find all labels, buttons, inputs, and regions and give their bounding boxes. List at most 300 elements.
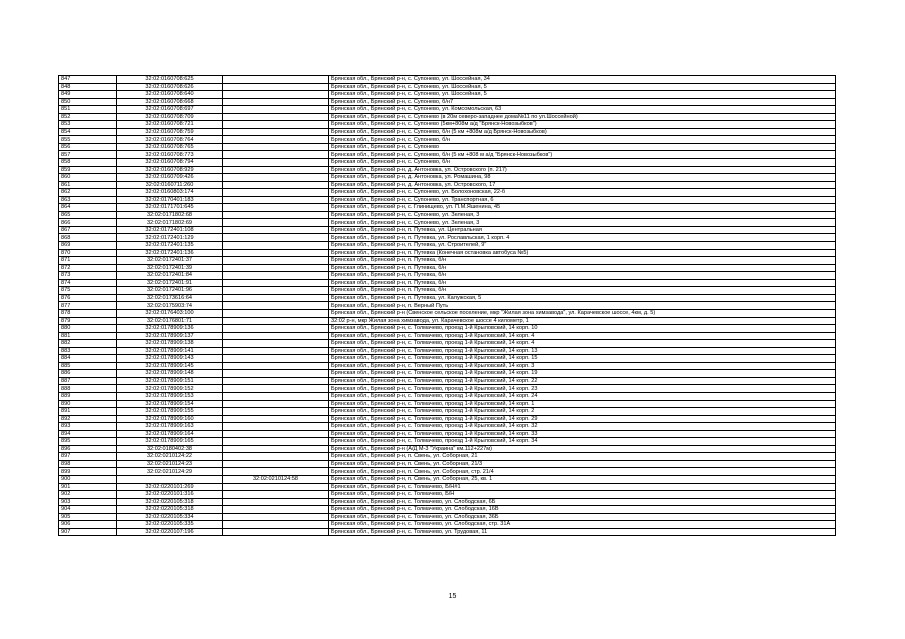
row-number-cell: 847 (59, 76, 117, 84)
cadastral-number-cell: 32:02:0178909:137 (117, 332, 223, 340)
cadastral-number-extra-cell (223, 257, 329, 265)
table-row (59, 309, 836, 317)
address-cell: Брянская обл., Брянский р-н, с. Супонево (329, 143, 836, 151)
address-cell: Брянская обл., Брянский р-н, с. Супонево, ул. Транспортная, 6 (329, 196, 836, 204)
address-cell: Брянская обл., Брянский р-н, п. Свень, ул. Соборная, 25, кв. 1 (329, 475, 836, 483)
cadastral-number-extra-cell (223, 249, 329, 257)
row-number-cell: 892 (59, 415, 117, 423)
table-row (59, 166, 836, 174)
cadastral-number-extra-cell (223, 294, 329, 302)
cadastral-number-extra-cell (223, 219, 329, 227)
cadastral-number-extra-cell (223, 498, 329, 506)
address-cell: Брянская обл., Брянский р-н, с. Супонево, б/н (329, 159, 836, 167)
cadastral-number-extra-cell (223, 468, 329, 476)
address-cell: Брянская обл., Брянский р-н, п. Свень, ул. Соборная, стр. 21/4 (329, 468, 836, 476)
table-row (59, 287, 836, 295)
cadastral-number-cell: 32:02:0160708:640 (117, 91, 223, 99)
cadastral-number-extra-cell (223, 106, 329, 114)
row-number-cell: 894 (59, 430, 117, 438)
address-cell: Брянская обл., Брянский р-н, с. Толмачево, ул. Слободская, 6Б (329, 498, 836, 506)
cadastral-number-extra-cell (223, 377, 329, 385)
address-cell: Брянская обл., Брянский р-н, с. Супонево, ул. Зеленая, 3 (329, 219, 836, 227)
address-cell: Брянская обл., Брянский р-н, с. Толмачево, ул. Слободская, 16В (329, 506, 836, 514)
row-number-cell: 899 (59, 468, 117, 476)
table-row (59, 362, 836, 370)
table-row (59, 370, 836, 378)
address-cell: Брянская обл., Брянский р-н, с. Толмачево, проезд 1-й Крыловский, 14 корп. 23 (329, 385, 836, 393)
address-cell: Брянская обл., Брянский р-н, с. Толмачево, проезд 1-й Крыловский, 14 корп. 10 (329, 325, 836, 333)
cadastral-number-cell: 32:02:0160708:929 (117, 166, 223, 174)
row-number-cell: 869 (59, 242, 117, 250)
table-row (59, 438, 836, 446)
address-cell: Брянская обл., Брянский р-н, п. Свень, ул. Соборная, 21 (329, 453, 836, 461)
table-row (59, 106, 836, 114)
table-row (59, 385, 836, 393)
cadastral-number-cell: 32:02:0160708:626 (117, 83, 223, 91)
address-cell: Брянская обл., Брянский р-н, с. Толмачево, ул. Слободская, 36Б (329, 513, 836, 521)
cadastral-number-cell: 32:02:0178909:153 (117, 392, 223, 400)
cadastral-number-cell: 32:02:0160708:794 (117, 159, 223, 167)
row-number-cell: 887 (59, 377, 117, 385)
cadastral-number-cell: 32:02:0160708:625 (117, 76, 223, 84)
row-number-cell: 885 (59, 362, 117, 370)
cadastral-number-cell: 32:02:0210124:22 (117, 453, 223, 461)
cadastral-number-extra-cell (223, 121, 329, 129)
table-row (59, 279, 836, 287)
cadastral-number-cell: 32:02:0176801:71 (117, 317, 223, 325)
cadastral-number-extra-cell (223, 423, 329, 431)
address-cell: Брянская обл., Брянский р-н, п. Путевка, ул. Строителей, 9" (329, 242, 836, 250)
cadastral-number-cell: 32:02:0220105:318 (117, 498, 223, 506)
address-cell: Брянская обл., Брянский р-н, с. Толмачево, Б/Н#1 (329, 483, 836, 491)
table-row (59, 257, 836, 265)
row-number-cell: 856 (59, 143, 117, 151)
row-number-cell: 903 (59, 498, 117, 506)
address-cell: 32:02 р-н, мкр Жилая зона химзавода, ул. Карачевское шоссе 4 километр, 1 (329, 317, 836, 325)
table-row (59, 415, 836, 423)
cadastral-number-extra-cell (223, 317, 329, 325)
address-cell: Брянская обл., Брянский р-н, п. Путевка, б/н (329, 257, 836, 265)
address-cell: Брянская обл., Брянский р-н, с. Толмачево, проезд 1-й Крыловский, 14 корп. 1 (329, 400, 836, 408)
cadastral-number-extra-cell (223, 302, 329, 310)
address-cell: Брянская обл., Брянский р-н, с. Толмачево, проезд 1-й Крыловский, 14 корп. 33 (329, 430, 836, 438)
row-number-cell: 851 (59, 106, 117, 114)
cadastral-number-extra-cell (223, 189, 329, 197)
row-number-cell: 874 (59, 279, 117, 287)
address-cell: Брянская обл., Брянский р-н, с. Толмачево, проезд 1-й Крыловский, 14 корп. 29 (329, 415, 836, 423)
cadastral-number-extra-cell (223, 174, 329, 182)
cadastral-number-cell: 32:02:0172401:108 (117, 226, 223, 234)
cadastral-number-extra-cell (223, 234, 329, 242)
table-row (59, 234, 836, 242)
address-cell: Брянская обл., Брянский р-н, с. Толмачево, проезд 1-й Крыловский, 14 корп. 2 (329, 408, 836, 416)
address-cell: Брянская обл., Брянский р-н, п. Путевка, ул. Центральная (329, 226, 836, 234)
address-cell: Брянская обл., Брянский р-н, с. Супонево, б/н (5 км +808 м а/д "Брянск-Новозыбков") (329, 151, 836, 159)
row-number-cell: 850 (59, 98, 117, 106)
row-number-cell: 853 (59, 121, 117, 129)
address-cell: Брянская обл., Брянский р-н, с. Толмачево, проезд 1-й Крыловский, 14 корп. 22 (329, 377, 836, 385)
cadastral-number-extra-cell (223, 196, 329, 204)
address-cell: Брянская обл., Брянский р-н (А/Д М-3 "Украина" км.112+227м) (329, 445, 836, 453)
cadastral-number-extra-cell (223, 136, 329, 144)
cadastral-number-extra-cell (223, 226, 329, 234)
table-row (59, 513, 836, 521)
row-number-cell: 880 (59, 325, 117, 333)
cadastral-number-extra-cell (223, 166, 329, 174)
address-cell: Брянская обл., Брянский р-н, с. Толмачево, проезд 1-й Крыловский, 14 корп. 15 (329, 355, 836, 363)
cadastral-number-cell: 32:02:0160708:668 (117, 98, 223, 106)
row-number-cell: 900 (59, 475, 117, 483)
cadastral-number-cell: 32:02:0220101:269 (117, 483, 223, 491)
table-row (59, 136, 836, 144)
cadastral-number-cell: 32:02:0210124:23 (117, 460, 223, 468)
cadastral-number-extra-cell (223, 400, 329, 408)
table-row (59, 91, 836, 99)
table-row (59, 294, 836, 302)
table-row (59, 121, 836, 129)
row-number-cell: 852 (59, 113, 117, 121)
cadastral-number-extra-cell (223, 506, 329, 514)
cadastral-number-cell: 32:02:0172401:91 (117, 279, 223, 287)
cadastral-number-cell: 32:02:0160708:773 (117, 151, 223, 159)
table-row (59, 159, 836, 167)
cadastral-number-extra-cell (223, 181, 329, 189)
row-number-cell: 873 (59, 272, 117, 280)
row-number-cell: 868 (59, 234, 117, 242)
row-number-cell: 864 (59, 204, 117, 212)
table-row (59, 226, 836, 234)
cadastral-number-extra-cell (223, 355, 329, 363)
row-number-cell: 855 (59, 136, 117, 144)
table-row (59, 491, 836, 499)
table-row (59, 242, 836, 250)
cadastral-number-extra-cell (223, 159, 329, 167)
table-row (59, 460, 836, 468)
table-row (59, 83, 836, 91)
cadastral-number-extra-cell (223, 83, 329, 91)
address-cell: Брянская обл., Брянский р-н, с. Толмачево, проезд 1-й Крыловский, 14 корп. 32 (329, 423, 836, 431)
cadastral-number-extra-cell (223, 362, 329, 370)
cadastral-number-cell: 32:02:0160708:759 (117, 128, 223, 136)
row-number-cell: 902 (59, 491, 117, 499)
cadastral-number-extra-cell (223, 143, 329, 151)
cadastral-number-cell: 32:02:0220105:335 (117, 521, 223, 529)
cadastral-number-extra-cell (223, 204, 329, 212)
table-row (59, 521, 836, 529)
table-row (59, 483, 836, 491)
table-row (59, 204, 836, 212)
cadastral-number-cell: 32:02:0160803:174 (117, 189, 223, 197)
cadastral-number-extra-cell (223, 76, 329, 84)
cadastral-number-cell: 32:02:0178909:136 (117, 325, 223, 333)
cadastral-number-cell: 32:02:0160709:426 (117, 174, 223, 182)
address-cell: Брянская обл., Брянский р-н, с. Толмачево, проезд 1-й Крыловский, 14 корп. 4 (329, 340, 836, 348)
cadastral-number-cell (117, 475, 223, 483)
address-cell: Брянская обл., Брянский р-н, п. Путевка, б/н (329, 264, 836, 272)
cadastral-number-cell: 32:02:0173616:64 (117, 294, 223, 302)
table-row (59, 174, 836, 182)
cadastral-number-extra-cell (223, 453, 329, 461)
address-cell: Брянская обл., Брянский р-н, п. Верный Путь (329, 302, 836, 310)
address-cell: Брянская обл., Брянский р-н, д. Антоновка, ул. Ромашина, 98 (329, 174, 836, 182)
address-cell: Брянская обл., Брянский р-н, п. Путевка, б/н (329, 279, 836, 287)
address-cell: Брянская обл., Брянский р-н, с. Супонево, ул. Зеленая, 3 (329, 211, 836, 219)
cadastral-number-cell: 32:02:0172401:96 (117, 287, 223, 295)
registry-table (58, 75, 836, 536)
row-number-cell: 905 (59, 513, 117, 521)
row-number-cell: 904 (59, 506, 117, 514)
cadastral-number-extra-cell (223, 128, 329, 136)
cadastral-number-extra-cell (223, 370, 329, 378)
cadastral-number-extra-cell (223, 325, 329, 333)
cadastral-number-cell: 32:02:0178909:148 (117, 370, 223, 378)
cadastral-number-extra-cell (223, 113, 329, 121)
address-cell: Брянская обл., Брянский р-н, с. Супонево (в 20м северо-западнее дома№11 по ул.Шоссейной) (329, 113, 836, 121)
row-number-cell: 890 (59, 400, 117, 408)
cadastral-number-cell: 32:02:0220107:196 (117, 528, 223, 536)
address-cell: Брянская обл., Брянский р-н, с. Супонево, ул. Комсомольская, 63 (329, 106, 836, 114)
table-row (59, 392, 836, 400)
row-number-cell: 867 (59, 226, 117, 234)
cadastral-number-cell: 32:02:0172401:39 (117, 264, 223, 272)
address-cell: Брянская обл., Брянский р-н, с. Толмачево, проезд 1-й Крыловский, 14 корп. 13 (329, 347, 836, 355)
row-number-cell: 859 (59, 166, 117, 174)
row-number-cell: 865 (59, 211, 117, 219)
cadastral-number-cell: 32:02:0220101:316 (117, 491, 223, 499)
cadastral-number-cell: 32:02:0178909:165 (117, 438, 223, 446)
table-row (59, 377, 836, 385)
row-number-cell: 895 (59, 438, 117, 446)
address-cell: Брянская обл., Брянский р-н, с. Супонево, б/н (329, 136, 836, 144)
table-row (59, 355, 836, 363)
address-cell: Брянская обл., Брянский р-н, с. Толмачево, ул. Трудовая, 11 (329, 528, 836, 536)
cadastral-number-extra-cell (223, 340, 329, 348)
cadastral-number-cell: 32:02:0175903:74 (117, 302, 223, 310)
address-cell: Брянская обл., Брянский р-н, с. Толмачево, проезд 1-й Крыловский, 14 корп. 3 (329, 362, 836, 370)
address-cell: Брянская обл., Брянский р-н, с. Супонево, ул. Шоссейная, 34 (329, 76, 836, 84)
row-number-cell: 871 (59, 257, 117, 265)
address-cell: Брянская обл., Брянский р-н, с. Супонево, ул. Шоссейная, 5 (329, 83, 836, 91)
cadastral-number-cell: 32:02:0172401:135 (117, 242, 223, 250)
cadastral-number-extra-cell (223, 513, 329, 521)
cadastral-number-cell: 32:02:0178909:152 (117, 385, 223, 393)
cadastral-number-cell: 32:02:0160708:764 (117, 136, 223, 144)
cadastral-number-cell: 32:02:0178909:154 (117, 400, 223, 408)
table-row (59, 347, 836, 355)
address-cell: Брянская обл., Брянский р-н, п. Путевка, б/н (329, 272, 836, 280)
cadastral-number-cell: 32:02:0171802:69 (117, 219, 223, 227)
table-row (59, 528, 836, 536)
table-row (59, 76, 836, 84)
table-row (59, 181, 836, 189)
cadastral-number-extra-cell (223, 438, 329, 446)
cadastral-number-extra-cell (223, 415, 329, 423)
cadastral-number-extra-cell (223, 151, 329, 159)
cadastral-number-cell: 32:02:0180402:38 (117, 445, 223, 453)
address-cell: Брянская обл., Брянский р-н, с. Глинищево, ул. П.М.Яшенина, 45 (329, 204, 836, 212)
table-row (59, 332, 836, 340)
address-cell: Брянская обл., Брянский р-н, с. Толмачево, проезд 1-й Крыловский, 14 корп. 4 (329, 332, 836, 340)
row-number-cell: 862 (59, 189, 117, 197)
row-number-cell: 884 (59, 355, 117, 363)
table-row (59, 475, 836, 483)
cadastral-number-cell: 32:02:0171802:68 (117, 211, 223, 219)
row-number-cell: 881 (59, 332, 117, 340)
cadastral-number-extra-cell (223, 491, 329, 499)
table-row (59, 498, 836, 506)
address-cell: Брянская обл., Брянский р-н, д. Антоновка, ул. Островского (п. 217) (329, 166, 836, 174)
table-row (59, 264, 836, 272)
row-number-cell: 883 (59, 347, 117, 355)
row-number-cell: 893 (59, 423, 117, 431)
cadastral-number-extra-cell (223, 332, 329, 340)
row-number-cell: 849 (59, 91, 117, 99)
cadastral-number-cell: 32:02:0178909:138 (117, 340, 223, 348)
cadastral-number-extra-cell (223, 347, 329, 355)
row-number-cell: 906 (59, 521, 117, 529)
cadastral-number-extra-cell (223, 483, 329, 491)
cadastral-number-cell: 32:02:0160711:260 (117, 181, 223, 189)
table-row (59, 423, 836, 431)
cadastral-number-extra-cell (223, 91, 329, 99)
cadastral-number-extra-cell (223, 279, 329, 287)
cadastral-number-extra-cell: 32:02:0210124:58 (223, 475, 329, 483)
row-number-cell: 897 (59, 453, 117, 461)
address-cell: Брянская обл., Брянский р-н (Свенское сельское поселение, мкр "Жилая зона химзавода", ул. Карачевское шоссе, 4км, д. 5) (329, 309, 836, 317)
address-cell: Брянская обл., Брянский р-н, с. Супонево, б/н (5 км +808м а/д Брянск-Новозыбков) (329, 128, 836, 136)
table-row (59, 317, 836, 325)
cadastral-number-extra-cell (223, 445, 329, 453)
address-cell: Брянская обл., Брянский р-н, п. Путевка, ул. Калужская, 5 (329, 294, 836, 302)
cadastral-number-cell: 32:02:0210124:29 (117, 468, 223, 476)
row-number-cell: 857 (59, 151, 117, 159)
table-row (59, 453, 836, 461)
cadastral-number-extra-cell (223, 430, 329, 438)
registry-table-body (59, 76, 836, 536)
table-row (59, 430, 836, 438)
row-number-cell: 886 (59, 370, 117, 378)
cadastral-number-extra-cell (223, 264, 329, 272)
cadastral-number-extra-cell (223, 521, 329, 529)
cadastral-number-cell: 32:02:0220105:334 (117, 513, 223, 521)
address-cell: Брянская обл., Брянский р-н, с. Толмачево, Б/Н (329, 491, 836, 499)
row-number-cell: 877 (59, 302, 117, 310)
address-cell: Брянская обл., Брянский р-н, с. Толмачево, ул. Слободская, стр. 31А (329, 521, 836, 529)
table-row (59, 143, 836, 151)
row-number-cell: 858 (59, 159, 117, 167)
address-cell: Брянская обл., Брянский р-н, с. Супонево (5км+808м а/д "Брянск-Новозыбков") (329, 121, 836, 129)
cadastral-number-extra-cell (223, 98, 329, 106)
cadastral-number-cell: 32:02:0160708:709 (117, 113, 223, 121)
row-number-cell: 882 (59, 340, 117, 348)
address-cell: Брянская обл., Брянский р-н, с. Толмачево, проезд 1-й Крыловский, 14 корп. 34 (329, 438, 836, 446)
cadastral-number-extra-cell (223, 242, 329, 250)
table-row (59, 211, 836, 219)
cadastral-number-cell: 32:02:0160708:697 (117, 106, 223, 114)
cadastral-number-cell: 32:02:0160708:721 (117, 121, 223, 129)
row-number-cell: 866 (59, 219, 117, 227)
page-number: 15 (448, 593, 457, 600)
cadastral-number-cell: 32:02:0178909:143 (117, 355, 223, 363)
address-cell: Брянская обл., Брянский р-н, п. Путевка (Конечная остановка автобуса №5) (329, 249, 836, 257)
row-number-cell: 896 (59, 445, 117, 453)
address-cell: Брянская обл., Брянский р-н, с. Супонево, б/н7 (329, 98, 836, 106)
table-row (59, 325, 836, 333)
cadastral-number-cell: 32:02:0172401:136 (117, 249, 223, 257)
cadastral-number-cell: 32:02:0171701:645 (117, 204, 223, 212)
cadastral-number-extra-cell (223, 309, 329, 317)
table-row (59, 98, 836, 106)
table-row (59, 408, 836, 416)
row-number-cell: 872 (59, 264, 117, 272)
row-number-cell: 876 (59, 294, 117, 302)
cadastral-number-extra-cell (223, 528, 329, 536)
cadastral-number-cell: 32:02:0176403:100 (117, 309, 223, 317)
table-row (59, 128, 836, 136)
table-row (59, 189, 836, 197)
table-row (59, 272, 836, 280)
address-cell: Брянская обл., Брянский р-н, с. Толмачево, проезд 1-й Крыловский, 14 корп. 24 (329, 392, 836, 400)
table-row (59, 468, 836, 476)
row-number-cell: 907 (59, 528, 117, 536)
row-number-cell: 878 (59, 309, 117, 317)
table-row (59, 400, 836, 408)
address-cell: Брянская обл., Брянский р-н, с. Супонево, ул. Болохоновская, 22-б (329, 189, 836, 197)
row-number-cell: 879 (59, 317, 117, 325)
row-number-cell: 848 (59, 83, 117, 91)
table-row (59, 302, 836, 310)
cadastral-number-extra-cell (223, 272, 329, 280)
table-row (59, 445, 836, 453)
row-number-cell: 888 (59, 385, 117, 393)
cadastral-number-cell: 32:02:0160708:765 (117, 143, 223, 151)
cadastral-number-cell: 32:02:0172401:84 (117, 272, 223, 280)
row-number-cell: 898 (59, 460, 117, 468)
address-cell: Брянская обл., Брянский р-н, п. Свень, ул. Соборная, 21/3 (329, 460, 836, 468)
cadastral-number-cell: 32:02:0178909:163 (117, 423, 223, 431)
table-row (59, 196, 836, 204)
row-number-cell: 863 (59, 196, 117, 204)
cadastral-number-cell: 32:02:0178909:164 (117, 430, 223, 438)
cadastral-number-cell: 32:02:0172401:37 (117, 257, 223, 265)
cadastral-number-extra-cell (223, 392, 329, 400)
cadastral-number-cell: 32:02:0178909:141 (117, 347, 223, 355)
cadastral-number-cell: 32:02:0178909:151 (117, 377, 223, 385)
row-number-cell: 889 (59, 392, 117, 400)
table-row (59, 506, 836, 514)
cadastral-number-cell: 32:02:0178909:145 (117, 362, 223, 370)
cadastral-number-cell: 32:02:0170401:183 (117, 196, 223, 204)
row-number-cell: 854 (59, 128, 117, 136)
row-number-cell: 861 (59, 181, 117, 189)
table-row (59, 219, 836, 227)
cadastral-number-cell: 32:02:0172401:129 (117, 234, 223, 242)
table-row (59, 249, 836, 257)
cadastral-number-cell: 32:02:0178909:155 (117, 408, 223, 416)
row-number-cell: 901 (59, 483, 117, 491)
row-number-cell: 875 (59, 287, 117, 295)
address-cell: Брянская обл., Брянский р-н, п. Путевка, б/н (329, 287, 836, 295)
cadastral-number-extra-cell (223, 211, 329, 219)
cadastral-number-extra-cell (223, 287, 329, 295)
table-row (59, 151, 836, 159)
cadastral-number-extra-cell (223, 385, 329, 393)
table-row (59, 340, 836, 348)
cadastral-number-cell: 32:02:0220105:318 (117, 506, 223, 514)
address-cell: Брянская обл., Брянский р-н, с. Супонево, ул. Шоссейная, 5 (329, 91, 836, 99)
row-number-cell: 891 (59, 408, 117, 416)
cadastral-number-extra-cell (223, 460, 329, 468)
